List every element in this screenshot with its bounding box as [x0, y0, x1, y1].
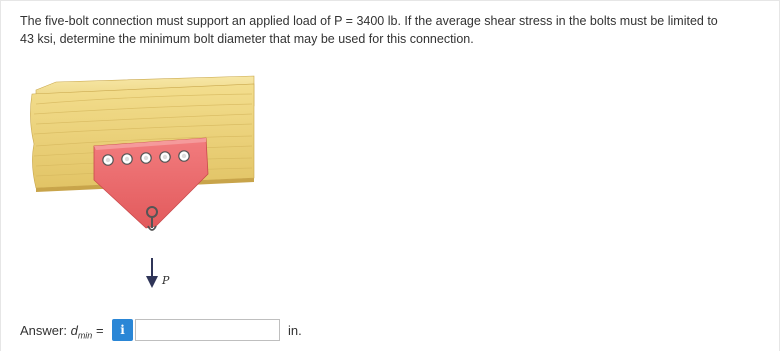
answer-equals: =	[92, 323, 104, 338]
answer-input[interactable]	[135, 319, 280, 341]
bolt-1	[103, 155, 113, 165]
answer-unit: in.	[288, 323, 302, 338]
problem-figure	[28, 74, 260, 294]
bolt-3	[141, 153, 151, 163]
answer-label-prefix: Answer:	[20, 323, 71, 338]
answer-label	[20, 323, 104, 341]
answer-variable: d	[70, 323, 78, 338]
info-icon[interactable]: i	[112, 319, 133, 341]
bolt-2	[122, 154, 132, 164]
load-label: P	[162, 274, 170, 287]
answer-variable-subscript: min	[77, 330, 93, 341]
problem-text-line-1: The five-bolt connection must support an applied load of P = 3400 lb. If the average shear stress in the bolts must be limited to	[20, 14, 718, 28]
bolt-5	[179, 151, 189, 161]
problem-text-line-2: 43 ksi, determine the minimum bolt diameter that may be used for this connection.	[20, 32, 474, 46]
bolted-connection-diagram	[28, 74, 260, 294]
bolt-4	[160, 152, 170, 162]
answer-row	[18, 318, 338, 344]
load-arrow	[146, 258, 158, 288]
gusset-plate	[94, 138, 208, 228]
problem-statement	[20, 12, 760, 48]
